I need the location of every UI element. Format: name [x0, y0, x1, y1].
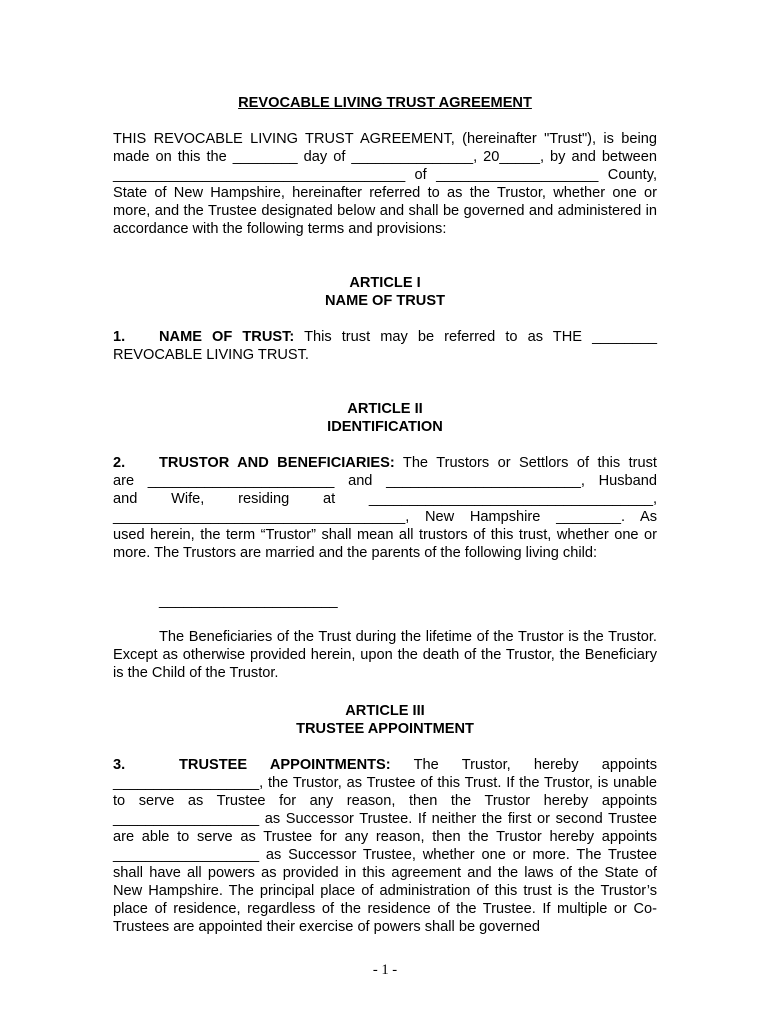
article-1-subheading: NAME OF TRUST [325, 293, 445, 309]
article-2-line-2: are _______________________ and ________________________, Husband [113, 473, 657, 489]
article-2-number: 2. [113, 455, 126, 471]
child-name-blank: ______________________ [159, 593, 338, 609]
article-1-heading: ARTICLE I [349, 275, 421, 291]
article-2-subheading: IDENTIFICATION [327, 419, 443, 435]
intro-rest: State of New Hampshire, hereinafter referred to as the Trustor, whether one or more, and the Trustee designated below and shall be governed and administered in accordance with the following terms and provisions: [113, 185, 657, 237]
article-1-line-2: REVOCABLE LIVING TRUST. [113, 347, 309, 363]
article-2-heading: ARTICLE II [347, 401, 423, 417]
intro-line-1: THIS REVOCABLE LIVING TRUST AGREEMENT, (hereinafter "Trust"), is being [113, 131, 657, 147]
article-3-rest: __________________, the Trustor, as Trustee of this Trust. If the Trustor, is unable to serve as Trustee for any reason, then the Trustor hereby appoints __________________ as Successor Trustee. If neither the first or second Trustee are able to serve as Trustee for any reason, then the Trustor hereby appoints __________________ as Successor Trustee, whether one or more. The Trustee shall have all powers as provided in this agreement and the laws of the State of New Hampshire. The principal place of administration of this trust is the Trustor’s place of residence, regardless of the residence of the Trustee. If multiple or Co-Trustees are appointed their exercise of powers shall be governed [113, 775, 657, 935]
article-1-text-1: This trust may be referred to as THE ________ [304, 329, 657, 345]
article-1-label: NAME OF TRUST: [159, 329, 295, 345]
article-3-subheading: TRUSTEE APPOINTMENT [296, 721, 474, 737]
document-body [113, 94, 657, 936]
article-2-rest: used herein, the term “Trustor” shall mean all trustors of this trust, whether one or more. The Trustors are married and the parents of the following living child: [113, 527, 657, 561]
article-2-line-4: ____________________________________, New Hampshire ________. As [113, 509, 657, 525]
article-1-paragraph [113, 328, 657, 364]
article-3-label: TRUSTEE APPOINTMENTS: [179, 757, 391, 773]
article-2-text-1: The Trustors or Settlors of this trust [402, 455, 657, 471]
intro-line-3: ____________________________________ of ____________________ County, [113, 167, 657, 183]
article-1-number: 1. [113, 329, 126, 345]
document-title: REVOCABLE LIVING TRUST AGREEMENT [238, 95, 532, 111]
intro-line-2: made on this the ________ day of _______________, 20_____, by and between [113, 149, 657, 165]
article-3-paragraph [113, 756, 657, 936]
article-2-label: TRUSTOR AND BENEFICIARIES: [159, 455, 395, 471]
article-3-text-1: The Trustor, hereby appoints [413, 757, 657, 773]
article-2-line-1 [113, 454, 657, 472]
intro-paragraph [113, 130, 657, 238]
page-number: - 1 - [372, 962, 398, 978]
article-3-line-1 [113, 756, 657, 774]
article-3-heading: ARTICLE III [345, 703, 425, 719]
article-2-paragraph [113, 454, 657, 562]
beneficiaries-paragraph: The Beneficiaries of the Trust during the lifetime of the Trustor is the Trustor. Except as otherwise provided herein, upon the death of the Trustor, the Beneficiary is the Child of the Trustor. [113, 629, 657, 681]
article-3-number: 3. [113, 757, 126, 773]
article-1-line-1 [113, 328, 657, 346]
article-2-line-3: and Wife, residing at ___________________________________, [113, 491, 657, 507]
